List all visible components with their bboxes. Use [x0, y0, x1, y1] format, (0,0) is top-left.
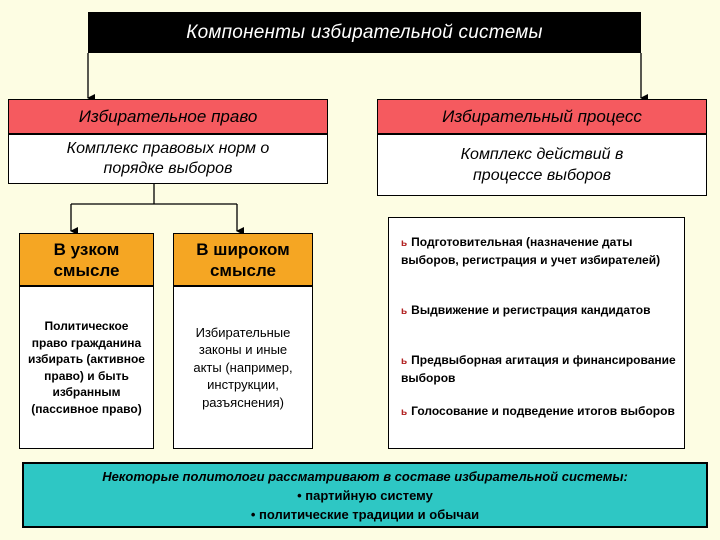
bullet-marker: ь	[401, 306, 408, 317]
connector-split	[71, 184, 237, 204]
electoral-process-description: Комплекс действий в процессе выборов	[377, 134, 707, 196]
stage-voting: ь Голосование и подведение итогов выборов	[401, 404, 675, 418]
narrow-sense-header: В узком смысле	[19, 233, 154, 286]
note-intro: Некоторые политологи рассматривают в составе избирательной системы:	[102, 469, 628, 484]
electoral-law-description: Комплекс правовых норм о порядке выборов	[8, 134, 328, 184]
electoral-process-header: Избирательный процесс	[377, 99, 707, 134]
bullet-marker: ь	[401, 238, 408, 249]
narrow-sense-text: Политическое право гражданина избирать (активное право) и быть избранным (пассивное право)	[19, 286, 154, 449]
process-stages-list	[388, 217, 685, 449]
stage-preparatory: ь Подготовительная (назначение даты выборов, регистрация и учет избирателей)	[401, 235, 661, 267]
electoral-law-header: Избирательное право	[8, 99, 328, 134]
broad-sense-header: В широком смысле	[173, 233, 313, 286]
broad-sense-text: Избирательные законы и иные акты (например, инструкции, разъяснения)	[173, 286, 313, 449]
note-party-system: • партийную систему	[297, 488, 433, 503]
note-traditions: • политические традиции и обычаи	[250, 507, 480, 522]
stage-campaign: ь Предвыборная агитация и финансирование выборов	[401, 353, 676, 385]
diagram-title: Компоненты избирательной системы	[88, 12, 641, 53]
political-scientists-note	[22, 462, 708, 528]
bullet-marker: ь	[401, 407, 408, 418]
stage-nomination: ь Выдвижение и регистрация кандидатов	[401, 303, 651, 317]
bullet-marker: ь	[401, 356, 408, 367]
